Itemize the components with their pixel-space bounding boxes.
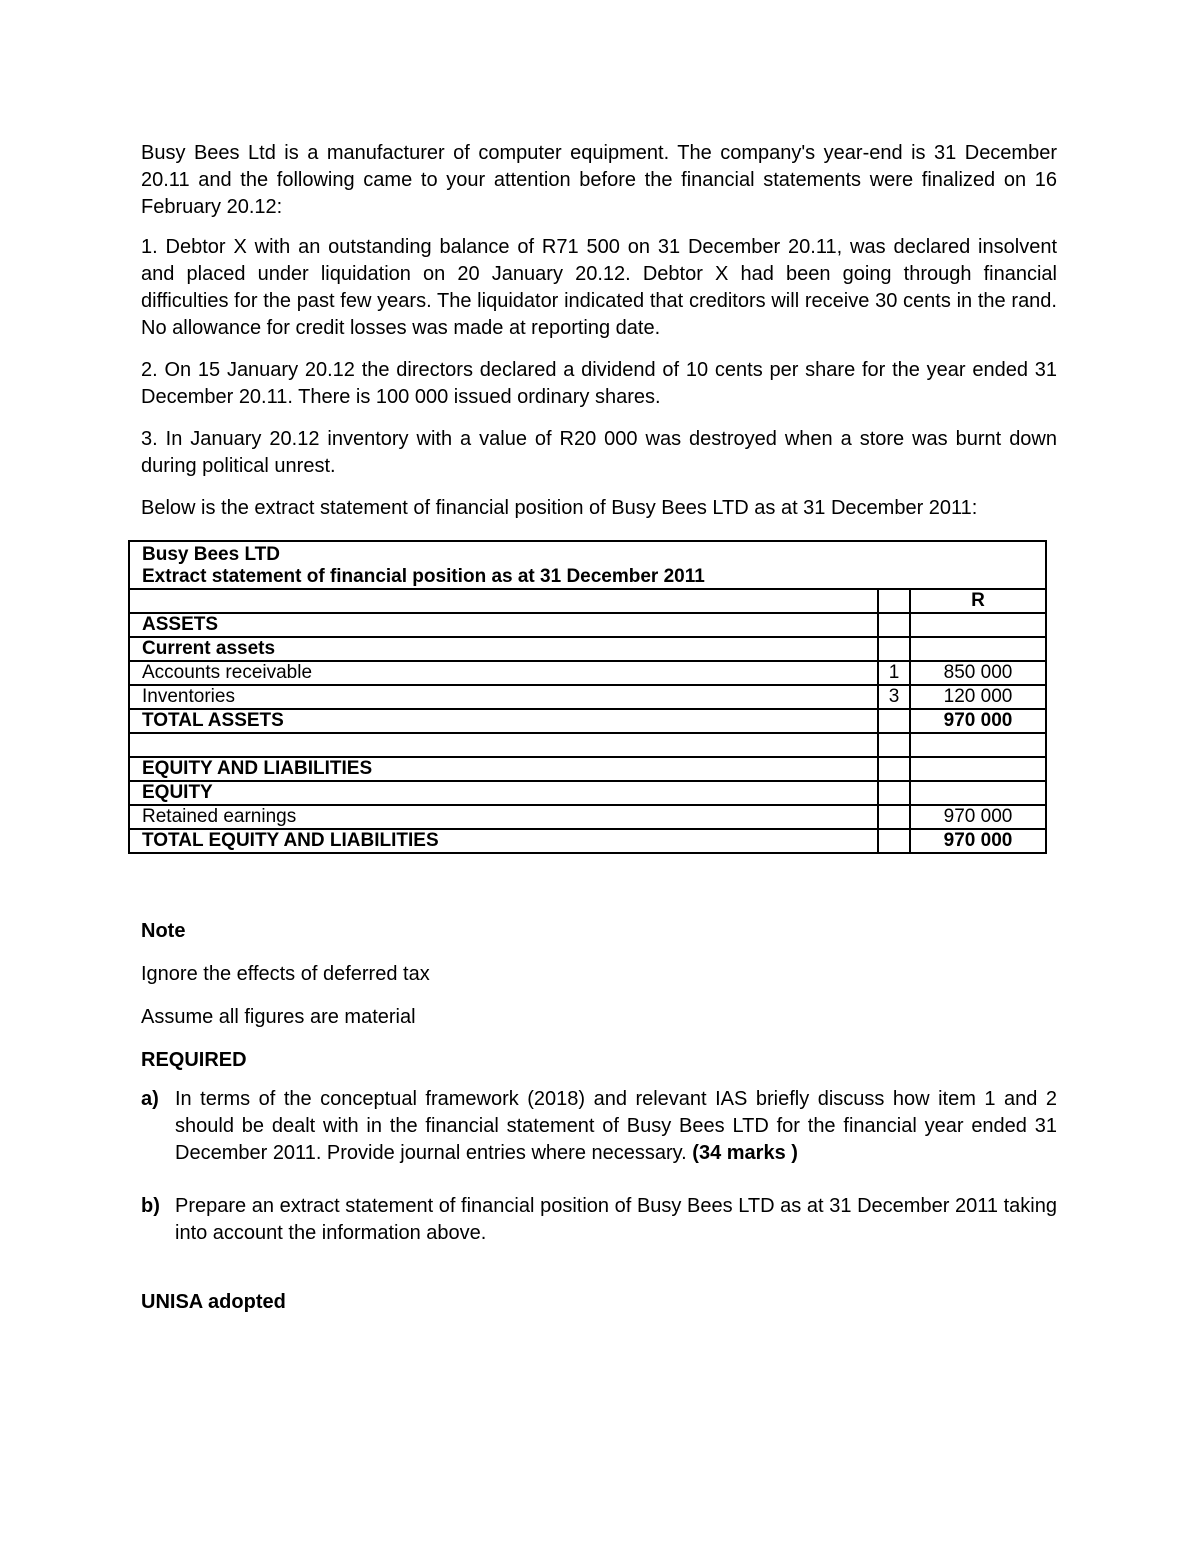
row-amount: 120 000 (910, 685, 1046, 709)
row-amount (910, 637, 1046, 661)
table-row (129, 637, 1046, 661)
question-a-label: a) (141, 1088, 159, 1110)
item-1-paragraph: 1. Debtor X with an outstanding balance of R71 500 on 31 December 20.11, was declared insolvent and placed under liquidation on 20 January 20.12. Debtor X had been going through financial difficulties for the past few years. The liquidator indicated that creditors will receive 30 cents in the rand. No allowance for credit losses was made at reporting date. (141, 236, 1057, 339)
row-label: TOTAL ASSETS (129, 709, 878, 733)
note-line-2: Assume all figures are material (141, 1006, 416, 1028)
row-label: ASSETS (129, 613, 878, 637)
row-amount (910, 757, 1046, 781)
row-label: Accounts receivable (129, 661, 878, 685)
question-a (141, 1086, 1057, 1167)
table-row (129, 613, 1046, 637)
requirements-section (141, 918, 1057, 1316)
question-b (141, 1193, 1057, 1247)
question-b-text: Prepare an extract statement of financial position of Busy Bees LTD as at 31 December 2011 taking into account the information above. (175, 1195, 1057, 1244)
row-ref (878, 805, 910, 829)
table-row (129, 685, 1046, 709)
table-header-row (129, 541, 1046, 589)
row-ref (878, 829, 910, 853)
row-ref (878, 757, 910, 781)
note-line-1: Ignore the effects of deferred tax (141, 963, 430, 985)
item-2-paragraph: 2. On 15 January 20.12 the directors declared a dividend of 10 cents per share for the year ended 31 December 20.11. There is 100 000 issued ordinary shares. (141, 359, 1057, 408)
row-label: Retained earnings (129, 805, 878, 829)
row-label (129, 733, 878, 757)
intro-paragraph: Busy Bees Ltd is a manufacturer of computer equipment. The company's year-end is 31 December 20.11 and the following came to your attention before the financial statements were finalized on 16 February 20.12: (141, 142, 1057, 218)
currency-header: R (910, 589, 1046, 613)
row-amount (910, 781, 1046, 805)
item-3-paragraph: 3. In January 20.12 inventory with a value of R20 000 was destroyed when a store was burnt down during political unrest. (141, 428, 1057, 477)
row-ref (878, 781, 910, 805)
statement-title: Extract statement of financial position as at 31 December 2011 (142, 566, 705, 587)
row-amount: 970 000 (910, 709, 1046, 733)
footer-source: UNISA adopted (141, 1291, 286, 1313)
row-amount: 850 000 (910, 661, 1046, 685)
table-row (129, 757, 1046, 781)
row-amount (910, 733, 1046, 757)
table-row (129, 709, 1046, 733)
table-row (129, 829, 1046, 853)
below-text: Below is the extract statement of financial position of Busy Bees LTD as at 31 December 2011: (141, 497, 978, 519)
required-title: REQUIRED (141, 1049, 247, 1071)
row-amount: 970 000 (910, 829, 1046, 853)
row-ref: 1 (878, 661, 910, 685)
table-row (129, 805, 1046, 829)
table-row (129, 589, 1046, 613)
row-label: Inventories (129, 685, 878, 709)
table-row (129, 781, 1046, 805)
question-b-label: b) (141, 1195, 160, 1217)
row-label: TOTAL EQUITY AND LIABILITIES (129, 829, 878, 853)
row-label: EQUITY AND LIABILITIES (129, 757, 878, 781)
row-ref (878, 613, 910, 637)
table-row (129, 733, 1046, 757)
question-a-marks: (34 marks ) (692, 1142, 798, 1164)
table-heading (129, 541, 1046, 589)
row-amount: 970 000 (910, 805, 1046, 829)
row-amount (910, 613, 1046, 637)
row-ref (878, 709, 910, 733)
question-text (141, 140, 1057, 537)
financial-position-table (128, 540, 1047, 854)
row-ref (878, 637, 910, 661)
question-a-text: In terms of the conceptual framework (2018) and relevant IAS briefly discuss how item 1 and 2 should be dealt with in the financial statement of Busy Bees LTD for the financial year ended 31 December 2011. Provide journal entries where necessary. (175, 1088, 1057, 1164)
row-label: Current assets (129, 637, 878, 661)
note-title: Note (141, 920, 186, 942)
table-row (129, 661, 1046, 685)
row-ref (878, 733, 910, 757)
row-label: EQUITY (129, 781, 878, 805)
row-ref: 3 (878, 685, 910, 709)
company-name: Busy Bees LTD (142, 544, 280, 565)
